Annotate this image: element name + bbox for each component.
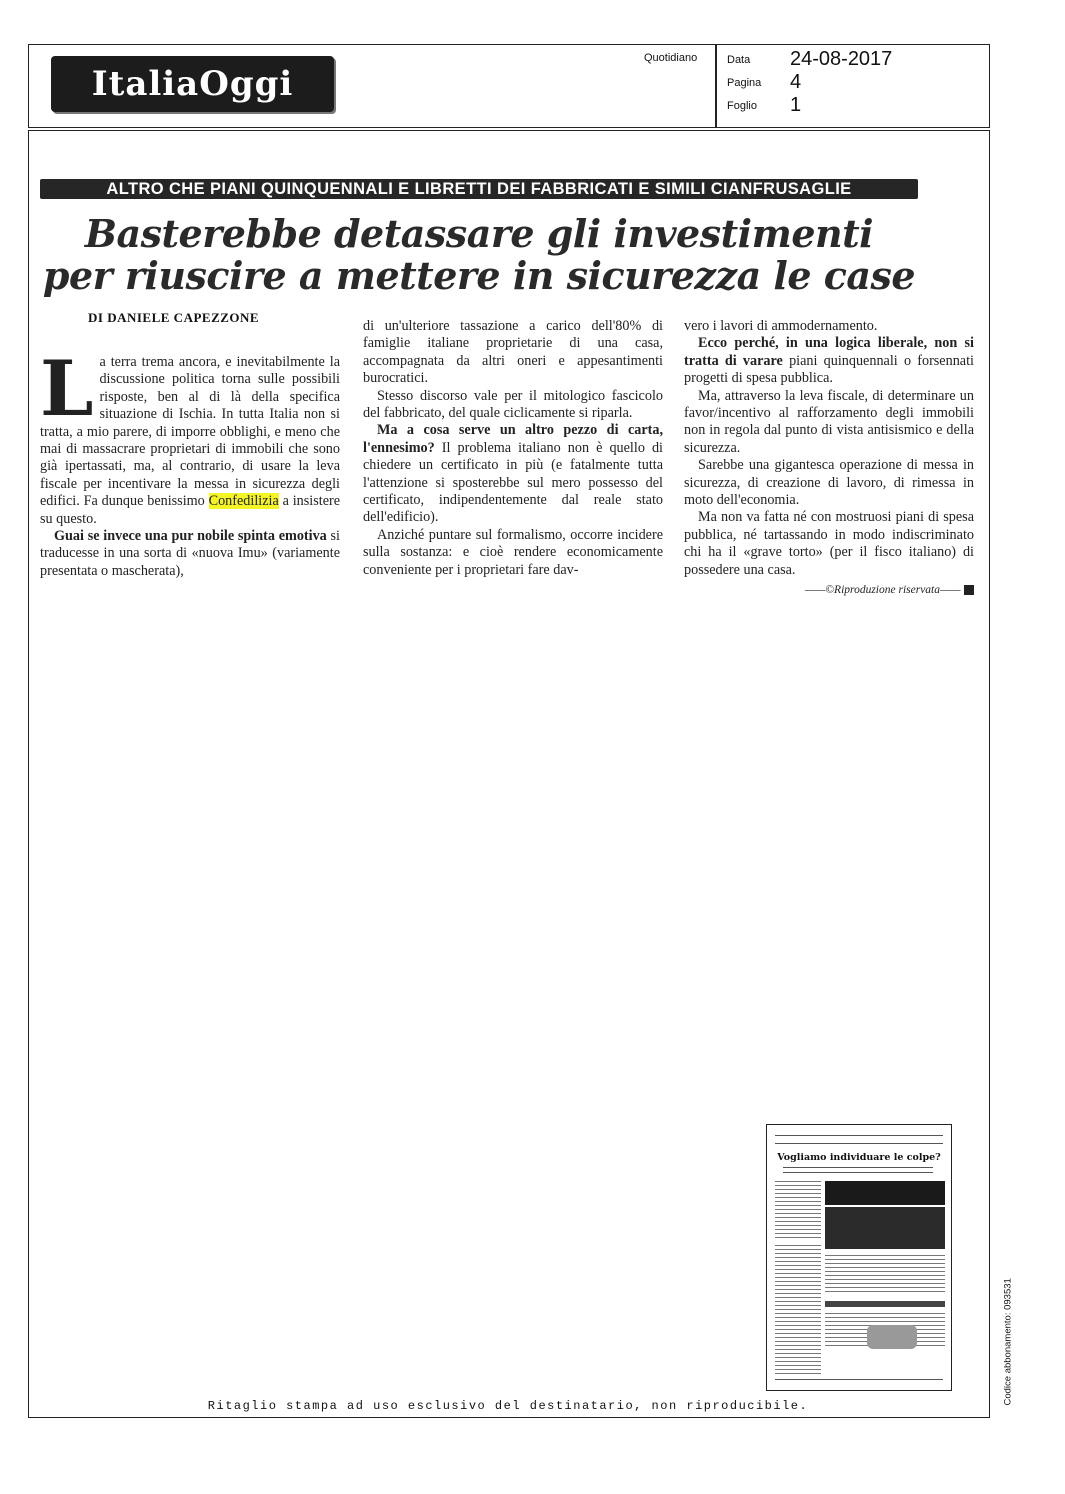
- article-kicker: ALTRO CHE PIANI QUINQUENNALI E LIBRETTI DEI FABBRICATI E SIMILI CIANFRUSAGLIE: [40, 179, 918, 199]
- col3-paragraph-2: [684, 335, 974, 387]
- logo-text: ItaliaOggi: [91, 64, 294, 104]
- col2-paragraph-1: di un'ulteriore tassazione a carico dell'80% di famiglie italiane proprietarie di una casa, accompagnata da altri oneri e appesantimenti burocratici.: [363, 318, 663, 387]
- article-column-3: [684, 318, 974, 600]
- publication-type: Quotidiano: [644, 52, 698, 64]
- pagina-label: Pagina: [727, 77, 762, 89]
- col3-paragraph-2-text: piani quinquennali o forsennati progetti di spesa pubblica.: [684, 352, 974, 387]
- col1-bold-lead: Guai se invece una pur nobile spinta emotiva: [54, 528, 327, 545]
- byline: DI DANIELE CAPEZZONE: [88, 310, 260, 325]
- thumbnail-photo: [867, 1325, 917, 1349]
- col1-paragraph-1: [40, 344, 341, 528]
- col3-paragraph-3: Ma, attraverso la leva fiscale, di determinare un favor/incentivo al rafforzamento degli immobili non in regola dal punto di vista antisismico e della sicurezza.: [684, 387, 974, 456]
- foglio-value: 1: [790, 94, 802, 116]
- copyright-notice: ——©Riproduzione riservata——: [804, 584, 961, 597]
- col2-paragraph-4: Anziché puntare sul formalismo, occorre incidere sulla sostanza: e cioè rendere economicamente conveniente per i proprietari fare dav-: [363, 526, 663, 578]
- end-mark: [964, 585, 974, 595]
- foglio-label: Foglio: [727, 100, 757, 112]
- col2-paragraph-3: [363, 422, 663, 526]
- col2-bold-lead: Ma a cosa serve un altro pezzo di carta, l'ennesimo?: [363, 422, 663, 456]
- col3-paragraph-4: Sarebbe una gigantesca operazione di messa in sicurezza, di creazione di lavoro, di rimessa in moto dell'economia.: [684, 457, 974, 509]
- col2-paragraph-2: Stesso discorso vale per il mitologico fascicolo del fabbricato, del quale ciclicamente si riparla.: [363, 387, 663, 422]
- col1-paragraph-2-text: si traducesse in una sorta di «nuova Imu» (variamente presentata o mascherata),: [40, 528, 340, 579]
- article-column-2: [363, 318, 663, 579]
- article-column-1: [40, 344, 341, 580]
- col3-paragraph-5: Ma non va fatta né con mostruosi piani di spesa pubblica, né tartassando in modo indiscriminato chi ha il «grave torto» (per il fisco italiano) di possedere una casa.: [684, 509, 974, 578]
- headline-line-2: per riuscire a mettere in sicurezza le case: [42, 253, 916, 298]
- col3-paragraph-1: vero i lavori di ammodernamento.: [684, 318, 878, 334]
- data-label: Data: [727, 54, 751, 66]
- publication-logo: [51, 56, 334, 112]
- col2-paragraph-3-text: Il problema italiano non è quello di chiedere un certificato in più (e fatalmente tutta l'attenzione si sposterebbe sul mero possesso del certificato, indipendentemente dal reale stato dell'edificio).: [363, 439, 663, 526]
- col1-paragraph-2: [40, 528, 340, 580]
- thumbnail-title: Vogliamo individuare le colpe?: [777, 1152, 941, 1163]
- col1-text: a terra trema ancora, e inevitabilmente la discussione politica torna sulle possibili risposte, ben al di là della specifica situazione di Ischia. In tutta Italia non si tratta, a mio parere, di imporre obblighi, e meno che mai di massacrare proprietari di immobili che sono già ipertassati, ma, al contrario, di usare la leva fiscale per incentivare la messa in sicurezza degli edifici. Fa dunque benissimo: [40, 354, 340, 510]
- thumbnail-inset-header: [825, 1181, 945, 1205]
- subscription-code: Codice abbonamento: 093531: [1002, 1278, 1014, 1406]
- copyright-line: [684, 581, 974, 599]
- highlighted-term: Confedilizia: [208, 493, 279, 510]
- col1-text-end: a insistere su questo.: [40, 493, 341, 527]
- data-value: 24-08-2017: [790, 48, 893, 70]
- page-thumbnail: [766, 1124, 952, 1391]
- drop-cap: L: [40, 344, 94, 433]
- pagina-value: 4: [790, 71, 802, 93]
- thumbnail-inset-body: [825, 1207, 945, 1249]
- col3-bold-lead: Ecco perché, in una logica liberale, non si tratta di varare: [684, 335, 974, 369]
- headline-line-1: Basterebbe detassare gli investimenti: [84, 211, 874, 256]
- footer-notice: Ritaglio stampa ad uso esclusivo del destinatario, non riproducibile.: [207, 1399, 809, 1413]
